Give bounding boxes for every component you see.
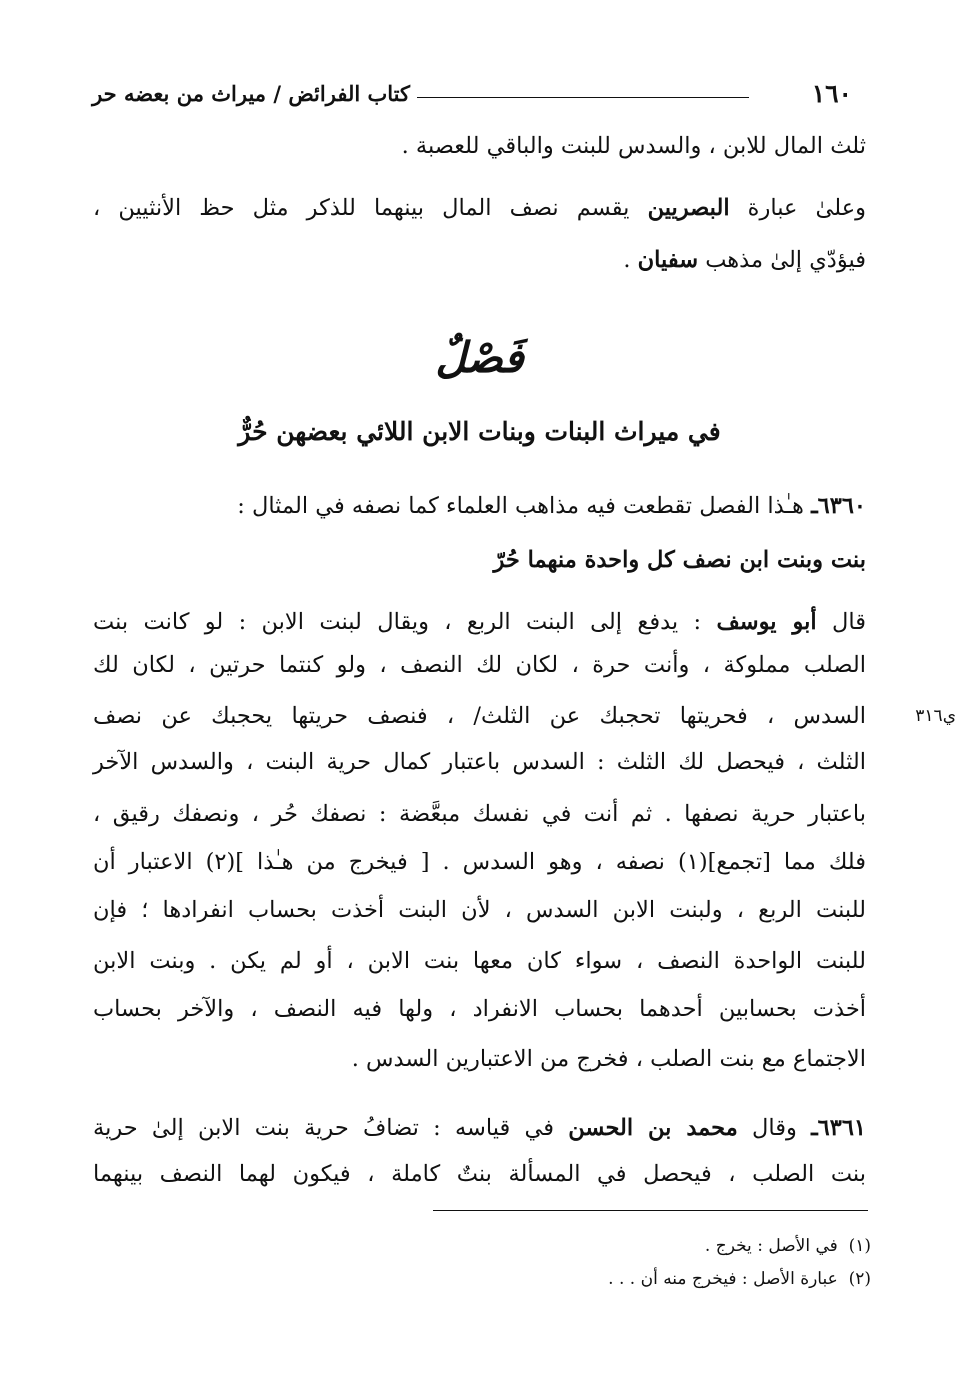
intro-line: ثلث المال للابن ، والسدس للبنت والباقي للعصبة . xyxy=(401,133,866,159)
paragraph-6361-line-1: ٦٣٦١ـ وقال محمد بن الحسن في قياسه : تضافُ حرية بنت الابن إلىٰ حرية xyxy=(93,1115,867,1141)
footnote-1: (١) في الأصل : يخرج . xyxy=(704,1236,871,1256)
abu-yusuf-line-8: للبنت الواحدة النصف ، سواء كان معها بنت الابن ، أو لم يكن . وبنت الابن xyxy=(93,948,866,974)
footnote-marker: (٢) xyxy=(848,1269,871,1289)
paragraph-number: ٦٣٦٠ـ xyxy=(811,493,866,519)
fasl-ornament: فَصْلٌ xyxy=(435,333,524,382)
abu-yusuf-line-9: أخذت بحسابين أحدهما بحساب الانفراد ، ولها فيه النصف ، والآخر بحساب xyxy=(93,996,866,1022)
abu-yusuf-name: أبو يوسف xyxy=(716,609,817,635)
abu-yusuf-line-1: قال أبو يوسف : يدفع إلى البنت الربع ، ويقال لبنت الابن : لو كانت بنت xyxy=(93,609,866,635)
abu-yusuf-line-6: فلك مما [تجمع](١) نصفه ، وهو السدس . [ فيخرج من هـٰذا ](٢) الاعتبار أن xyxy=(93,849,867,875)
paragraph-6361-line-2: بنت الصلب ، فيحصل في المسألة بنتٌ كاملة ، فيكون لهما النصف بينهما xyxy=(93,1161,866,1187)
footnote-2: (٢) عبارة الأصل : فيخرج منه أن . . . xyxy=(608,1269,871,1289)
abu-yusuf-line-10: الاجتماع مع بنت الصلب ، فخرج من الاعتبارين السدس . xyxy=(351,1046,866,1072)
muhammad-name: محمد بن الحسن xyxy=(568,1115,738,1141)
example-line: بنت وبنت ابن نصف كل واحدة منهما حُرّ xyxy=(493,547,866,573)
section-heading: في ميراث البنات وبنات الابن اللائي بعضهن حُرٌّ xyxy=(238,417,721,446)
page-number: ١٦٠ xyxy=(811,79,852,108)
margin-page-reference: ي٣١٦ xyxy=(915,706,956,726)
abu-yusuf-line-7: للبنت الربع ، ولبنت الابن السدس ، لأن البنت أخذت بحساب انفرادها ؛ فإن xyxy=(93,897,866,923)
basriyyin-line-2: فيؤدّي إلىٰ مذهب سفيان . xyxy=(623,247,866,273)
paragraph-number: ٦٣٦١ـ xyxy=(811,1115,867,1141)
abu-yusuf-line-2: الصلب مملوكة ، وأنت حرة ، لكان لك النصف ، ولو كنتما حرتين ، لكان لك xyxy=(93,652,866,678)
basriyyin-line-1: وعلىٰ عبارة البصريين يقسم نصف المال بينهما للذكر مثل حظ الأنثيين ، xyxy=(93,195,866,221)
footnote-rule xyxy=(433,1210,868,1211)
footnote-marker: (١) xyxy=(848,1236,871,1256)
sufyan-name: سفيان xyxy=(637,247,699,273)
running-header xyxy=(92,74,872,114)
basriyyin-name: البصريين xyxy=(647,195,730,221)
running-title: كتاب الفرائض / ميراث من بعضه حر xyxy=(92,81,410,106)
abu-yusuf-line-5: باعتبار حرية نصفها . ثم أنت في نفسك مبعَّضة : نصفك حُر ، ونصفك رقيق ، xyxy=(93,801,866,827)
header-rule xyxy=(417,97,749,98)
abu-yusuf-line-4: الثلث ، فيحصل لك الثلث : السدس باعتبار كمال حرية البنت ، والسدس الآخر xyxy=(93,749,866,775)
paragraph-6360: ٦٣٦٠ـ هـٰذا الفصل تقطعت فيه مذاهب العلماء كما نصفه في المثال : xyxy=(237,493,866,519)
abu-yusuf-line-3: السدس ، فحريتها تحجبك عن الثلث/ ، فنصف حريتها يحجبك عن نصف xyxy=(93,703,866,729)
